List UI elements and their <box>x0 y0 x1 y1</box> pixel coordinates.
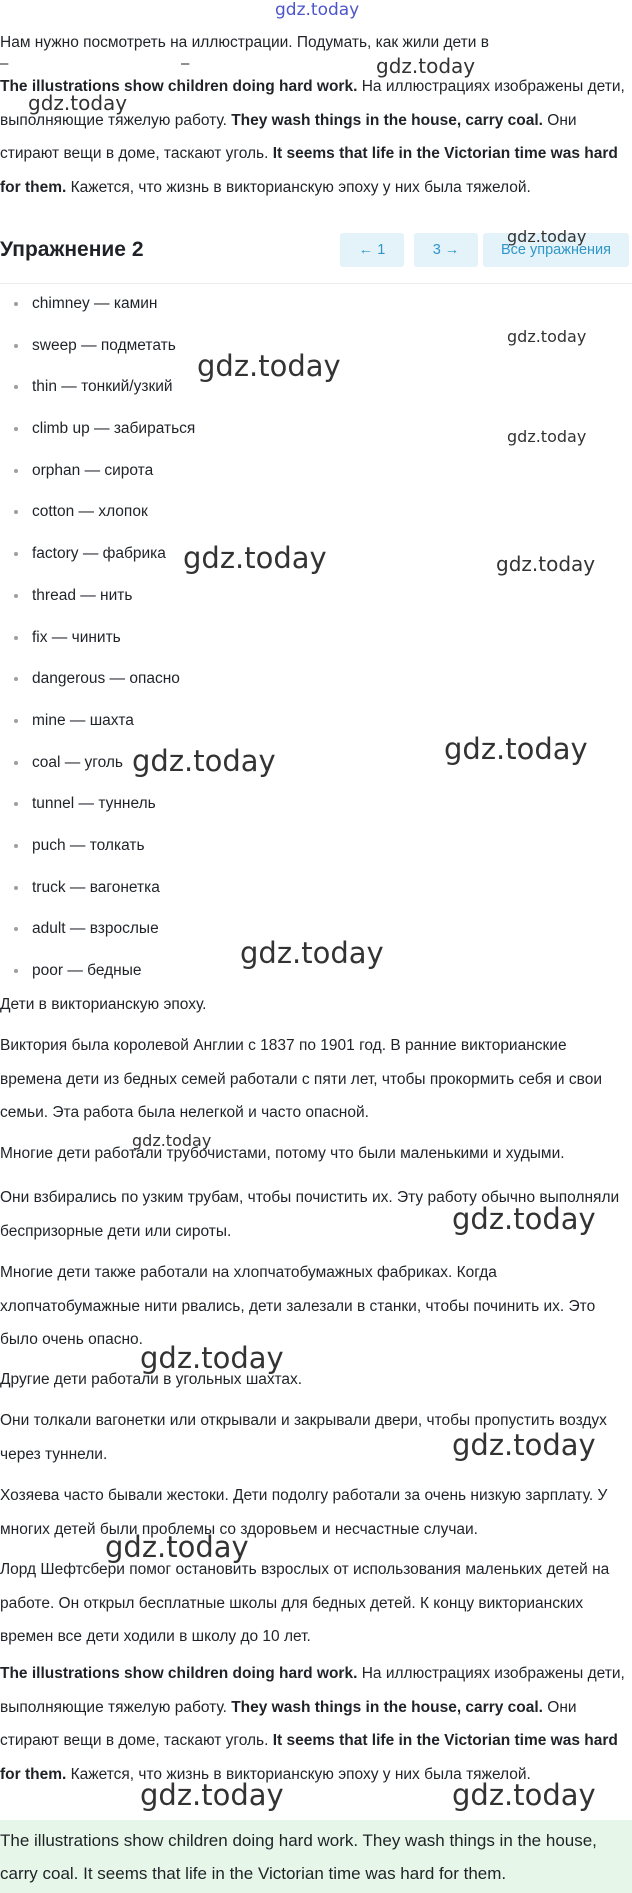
list-item <box>0 700 630 742</box>
answer-text: The illustrations show children doing hard work. They wash things in the house, carry coal. It seems that life in the Victorian time was hard for them. <box>0 1831 597 1883</box>
vocab-entry: thread — нить <box>32 586 133 604</box>
watermark: gdz.today <box>105 1530 249 1564</box>
bullet-icon <box>14 719 18 723</box>
watermark: gdz.today <box>507 427 587 446</box>
vocab-entry: thin — тонкий/узкий <box>32 378 173 396</box>
watermark: gdz.today <box>496 552 596 576</box>
bullet-icon <box>14 552 18 556</box>
bullet-icon <box>14 636 18 640</box>
list-item <box>0 575 630 617</box>
list-item <box>0 825 630 867</box>
translation-paragraph: Они взбирались по узким трубам, чтобы почистить их. Эту работу обычно выполняли беспризорные дети или сироты. <box>0 1189 620 1240</box>
vocab-entry: fix — чинить <box>32 628 121 646</box>
translation-paragraph: Лорд Шефтсбери помог остановить взрослых от использования маленьких детей на работе. Он открыл бесплатные школы для бедных детей. К концу викторианских времен все дети ходили в школу до 10 лет. <box>0 1561 610 1645</box>
watermark: gdz.today <box>140 1341 284 1375</box>
watermark: gdz.today <box>444 732 588 766</box>
vocab-entry: dangerous — опасно <box>32 670 180 688</box>
bullet-icon <box>14 927 18 931</box>
repeat-ru-2: Они стирают вещи в доме, таскают уголь. <box>0 1698 577 1749</box>
bullet-icon <box>14 677 18 681</box>
bullet-icon <box>14 344 18 348</box>
list-item <box>0 950 630 992</box>
list-item <box>0 408 630 450</box>
watermark: gdz.today <box>452 1202 596 1236</box>
vocab-entry: coal — уголь <box>32 753 124 771</box>
repeat-summary <box>0 1657 630 1791</box>
bullet-icon <box>14 594 18 598</box>
list-item <box>0 783 630 825</box>
repeat-en-3: It seems that life in the Victorian time was hard for them. <box>0 1732 618 1783</box>
watermark: gdz.today <box>240 936 384 970</box>
summary-ru-2: Они стирают вещи в доме, таскают уголь. <box>0 111 577 162</box>
summary-ru-1: На иллюстрациях изображены дети, выполняющие тяжелую работу. <box>0 78 625 129</box>
list-item <box>0 283 630 325</box>
bullet-icon <box>14 302 18 306</box>
translation-paragraph: Другие дети работали в угольных шахтах. <box>0 1371 303 1388</box>
watermark: gdz.today <box>132 1131 212 1150</box>
watermark: gdz.today <box>132 744 276 778</box>
watermark: gdz.today <box>452 1428 596 1462</box>
repeat-ru-3: Кажется, что жизнь в викторианскую эпоху у них была тяжелой. <box>66 1765 531 1783</box>
summary-en-1: The illustrations show children doing hard work. <box>0 78 358 95</box>
watermark: gdz.today <box>140 1778 284 1812</box>
repeat-ru-1: На иллюстрациях изображены дети, выполняющие тяжелую работу. <box>0 1665 625 1716</box>
translation-paragraph: Многие дети также работали на хлопчатобумажных фабриках. Когда хлопчатобумажные нити рвались, дети залезали в станки, чтобы починить их. Это было очень опасно. <box>0 1264 596 1348</box>
intro-paragraph: Нам нужно посмотреть на иллюстрации. Подумать, как жили дети в <box>0 34 489 51</box>
bullet-icon <box>14 427 18 431</box>
vocab-entry: factory — фабрика <box>32 545 166 563</box>
watermark: gdz.today <box>197 349 341 383</box>
bullet-icon <box>14 469 18 473</box>
prev-exercise-button[interactable]: ← 1 <box>340 233 404 267</box>
vocabulary-list <box>0 283 630 992</box>
list-item <box>0 908 630 950</box>
exercise-title: Упражнение 2 <box>0 238 144 261</box>
bullet-icon <box>14 510 18 514</box>
vocab-entry: poor — бедные <box>32 962 142 979</box>
summary-ru-3: Кажется, что жизнь в викторианскую эпоху у них была тяжелой. <box>66 178 531 196</box>
vocab-entry: climb up — забираться <box>32 420 196 438</box>
answer-box <box>0 1820 632 1893</box>
vocab-entry: orphan — сирота <box>32 461 154 479</box>
translation-paragraph: Виктория была королевой Англии с 1837 по 1901 год. В ранние викторианские времена дети из бедных семей работали с пяти лет, чтобы прокормить себя и свои семьи. Эта работа была нелегкой и часто опасной. <box>0 1037 602 1121</box>
bullet-icon <box>14 385 18 389</box>
all-exercises-button[interactable]: Все упражнения <box>483 233 629 267</box>
list-item <box>0 533 630 575</box>
vocab-entry: adult — взрослые <box>32 920 159 938</box>
vocab-entry: puch — толкать <box>32 836 145 854</box>
bullet-icon <box>14 969 18 973</box>
list-item <box>0 325 630 367</box>
bullet-icon <box>14 802 18 806</box>
translation-paragraph: Многие дети работали трубочистами, потому что были маленькими и худыми. <box>0 1145 565 1162</box>
watermark: gdz.today <box>507 227 587 246</box>
translation-heading: Дети в викторианскую эпоху. <box>0 996 207 1013</box>
vocab-entry: truck — вагонетка <box>32 878 160 896</box>
summary-en-3: It seems that life in the Victorian time was hard for them. <box>0 145 618 196</box>
vocab-entry: cotton — хлопок <box>32 503 148 521</box>
repeat-en-2: They wash things in the house, carry coal. <box>231 1698 543 1716</box>
watermark: gdz.today <box>376 54 476 78</box>
list-item <box>0 742 630 784</box>
next-exercise-button[interactable]: 3 → <box>414 233 478 267</box>
list-item <box>0 491 630 533</box>
vocab-entry: mine — шахта <box>32 711 134 729</box>
bullet-icon <box>14 761 18 765</box>
watermark: gdz.today <box>507 327 587 346</box>
watermark: gdz.today <box>452 1778 596 1812</box>
list-item <box>0 658 630 700</box>
watermark: gdz.today <box>28 91 128 115</box>
watermark: gdz.today <box>275 0 360 20</box>
vocab-entry: chimney — камин <box>32 295 158 312</box>
intro-summary <box>0 70 630 204</box>
translation-paragraph: Они толкали вагонетки или открывали и закрывали двери, чтобы пропустить воздух через туннели. <box>0 1412 607 1463</box>
watermark: gdz.today <box>183 541 327 575</box>
vocab-entry: sweep — подметать <box>32 336 176 354</box>
dash-mark: – <box>0 55 9 72</box>
bullet-icon <box>14 886 18 890</box>
repeat-en-1: The illustrations show children doing hard work. <box>0 1665 358 1682</box>
dash-mark: – <box>181 55 190 72</box>
list-item <box>0 450 630 492</box>
summary-en-2: They wash things in the house, carry coal. <box>231 111 543 129</box>
list-item <box>0 867 630 909</box>
list-item <box>0 617 630 659</box>
vocab-entry: tunnel — туннель <box>32 795 156 813</box>
list-item <box>0 366 630 408</box>
translation-paragraph: Хозяева часто бывали жестоки. Дети подолгу работали за очень низкую зарплату. У многих детей были проблемы со здоровьем и несчастные случаи. <box>0 1487 608 1538</box>
bullet-icon <box>14 844 18 848</box>
